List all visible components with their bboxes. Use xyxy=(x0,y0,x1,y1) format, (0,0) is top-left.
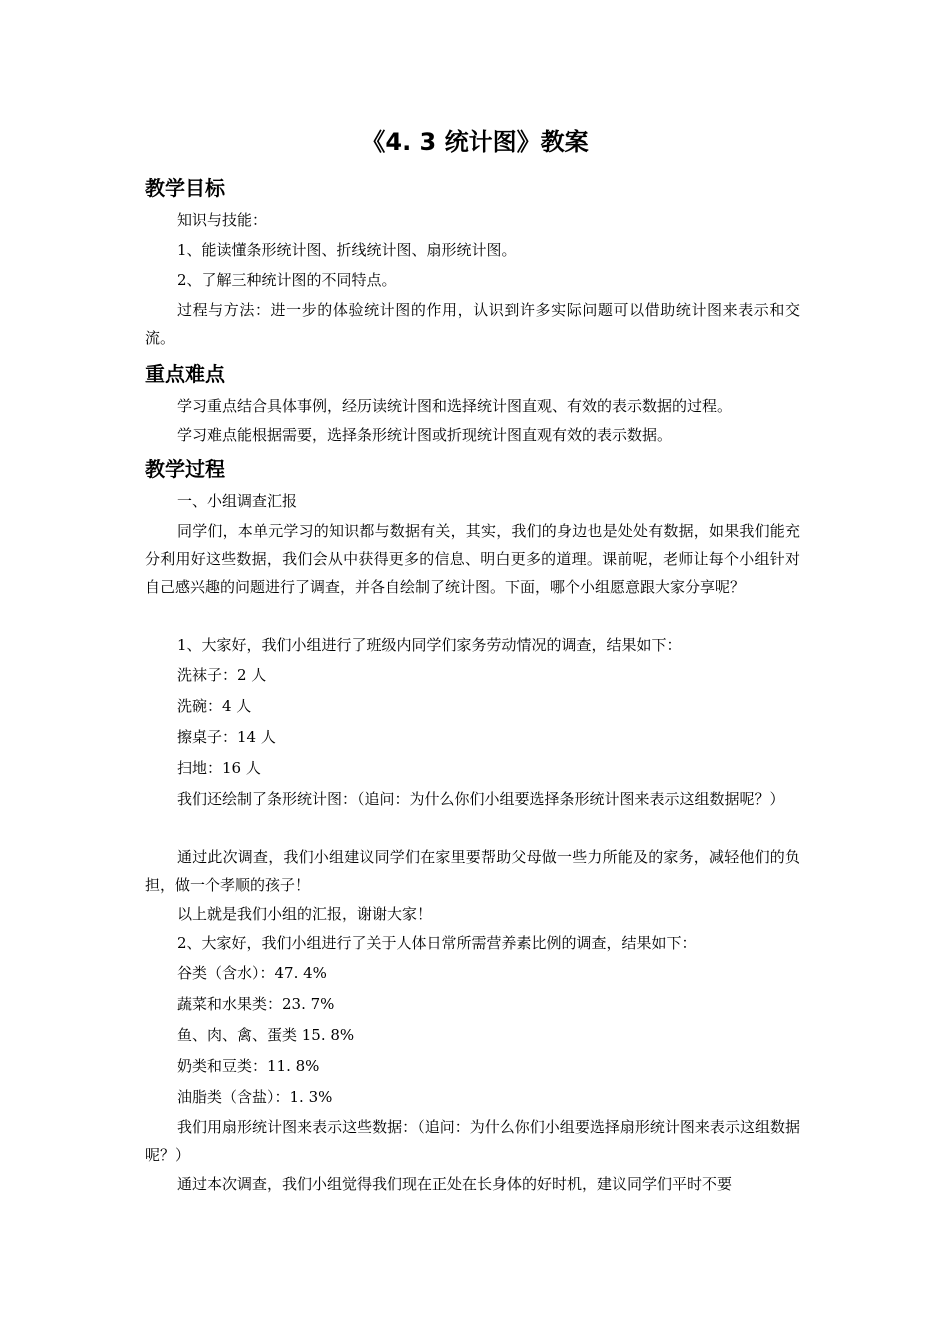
list-item: 扫地：16 人 xyxy=(177,759,261,777)
list-item: 油脂类（含盐）：1. 3% xyxy=(177,1088,333,1106)
paragraph: 同学们，本单元学习的知识都与数据有关，其实，我们的身边也是处处有数据，如果我们能充分利用好这些数据，我们会从中获得更多的信息、明白更多的道理。课前呢，老师让每个小组针对自己感兴趣的问题进行了调查，并各自绘制了统计图。下面，哪个小组愿意跟大家分享呢？ xyxy=(145,522,800,596)
paragraph: 我们还绘制了条形统计图：（追问：为什么你们小组要选择条形统计图来表示这组数据呢？） xyxy=(177,790,785,808)
paragraph: 通过本次调查，我们小组觉得我们现在正处在长身体的好时机，建议同学们平时不要 xyxy=(177,1175,733,1193)
list-item: 洗袜子：2 人 xyxy=(177,666,267,684)
paragraph: 以上就是我们小组的汇报，谢谢大家！ xyxy=(177,905,433,923)
paragraph: 学习难点能根据需要，选择条形统计图或折现统计图直观有效的表示数据。 xyxy=(177,426,673,444)
paragraph: 1、能读懂条形统计图、折线统计图、扇形统计图。 xyxy=(177,241,517,259)
document-title: 《4. 3 统计图》教案 xyxy=(361,128,589,156)
paragraph: 学习重点结合具体事例，经历读统计图和选择统计图直观、有效的表示数据的过程。 xyxy=(177,397,733,415)
list-item: 谷类（含水）：47. 4% xyxy=(177,964,327,982)
list-item: 奶类和豆类：11. 8% xyxy=(177,1057,320,1075)
heading-key-points: 重点难点 xyxy=(145,362,225,386)
list-item: 擦桌子：14 人 xyxy=(177,728,276,746)
heading-teaching-process: 教学过程 xyxy=(145,457,225,481)
paragraph: 一、小组调查汇报 xyxy=(177,492,298,510)
paragraph: 过程与方法：进一步的体验统计图的作用，认识到许多实际问题可以借助统计图来表示和交流。 xyxy=(145,301,800,347)
paragraph: 知识与技能： xyxy=(177,211,268,229)
heading-teaching-goals: 教学目标 xyxy=(145,176,225,200)
list-item: 洗碗：4 人 xyxy=(177,697,252,715)
paragraph: 2、了解三种统计图的不同特点。 xyxy=(177,271,397,289)
paragraph: 通过此次调查，我们小组建议同学们在家里要帮助父母做一些力所能及的家务，减轻他们的负担，做一个孝顺的孩子！ xyxy=(145,848,800,894)
list-item: 蔬菜和水果类：23. 7% xyxy=(177,995,335,1013)
paragraph: 1、大家好，我们小组进行了班级内同学们家务劳动情况的调查，结果如下： xyxy=(177,636,682,654)
list-item: 鱼、肉、禽、蛋类 15. 8% xyxy=(177,1026,355,1044)
paragraph: 我们用扇形统计图来表示这些数据：（追问：为什么你们小组要选择扇形统计图来表示这组数据呢？） xyxy=(145,1118,800,1164)
paragraph: 2、大家好，我们小组进行了关于人体日常所需营养素比例的调查，结果如下： xyxy=(177,934,697,952)
